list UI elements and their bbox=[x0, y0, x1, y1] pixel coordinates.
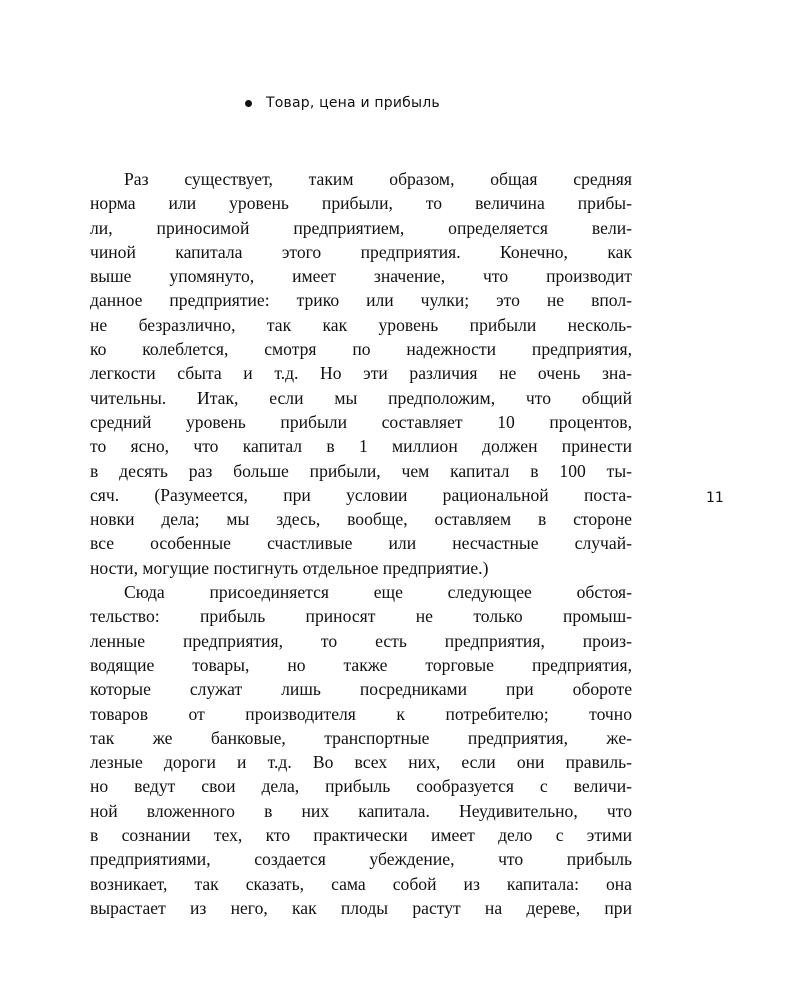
text-line: ко колеблется, смотря по надежности предприятия, bbox=[90, 339, 632, 360]
text-line: Раз существует, таким образом, общая средняя bbox=[124, 169, 632, 189]
text-line: лезные дороги и т.д. Во всех них, если они правиль- bbox=[90, 752, 632, 773]
text-line: так же банковые, транспортные предприятия, же- bbox=[90, 727, 632, 748]
text-line: товаров от производителя к потребителю; точно bbox=[90, 703, 632, 724]
text-line: ной вложенного в них капитала. Неудивительно, что bbox=[90, 800, 632, 821]
text-line: в десять раз больше прибыли, чем капитал в 100 ты- bbox=[90, 460, 632, 481]
text-line: легкости сбыта и т.д. Но эти различия не очень зна- bbox=[90, 363, 632, 384]
text-line: чиной капитала этого предприятия. Конечно, как bbox=[90, 241, 632, 262]
text-line: средний уровень прибыли составляет 10 процентов, bbox=[90, 411, 632, 432]
text-line: норма или уровень прибыли, то величина прибы- bbox=[90, 193, 632, 214]
text-line: Сюда присоединяется еще следующее обстоя- bbox=[124, 582, 632, 603]
text-line: новки дела; мы здесь, вообще, оставляем в стороне bbox=[90, 509, 632, 530]
text-line: вырастает из него, как плоды растут на дереве, при bbox=[90, 897, 632, 918]
text-line: которые служат лишь посредниками при обороте bbox=[90, 679, 632, 700]
body-text bbox=[90, 167, 632, 920]
text-line: возникает, так сказать, сама собой из капитала: она bbox=[90, 873, 632, 894]
text-line: водящие товары, но также торговые предприятия, bbox=[90, 654, 632, 675]
text-line: в сознании тех, кто практически имеет дело с этими bbox=[90, 825, 632, 846]
text-line: все особенные счастливые или несчастные случай- bbox=[90, 533, 632, 554]
text-line: но ведут свои дела, прибыль сообразуется с величи- bbox=[90, 776, 632, 797]
text-line: не безразлично, так как уровень прибыли несколь- bbox=[90, 314, 632, 335]
text-line: чительны. Итак, если мы предположим, что общий bbox=[90, 387, 632, 408]
running-head bbox=[245, 92, 440, 114]
text-line: выше упомянуто, имеет значение, что производит bbox=[90, 266, 632, 287]
text-line: сяч. (Разумеется, при условии рациональной поста- bbox=[90, 484, 632, 505]
text-line: тельство: прибыль приносят не только промыш- bbox=[90, 606, 632, 627]
text-line: ли, приносимой предприятием, определяется вели- bbox=[90, 217, 632, 238]
running-head-title: Товар, цена и прибыль bbox=[266, 95, 440, 111]
bullet-icon bbox=[245, 100, 252, 107]
text-line: то ясно, что капитал в 1 миллион должен принести bbox=[90, 436, 632, 457]
text-line: ности, могущие постигнуть отдельное предприятие.) bbox=[90, 557, 489, 578]
page-number: 11 bbox=[706, 490, 724, 506]
text-line: данное предприятие: трико или чулки; это не впол- bbox=[90, 290, 632, 311]
text-line: ленные предприятия, то есть предприятия, произ- bbox=[90, 630, 632, 651]
text-line: предприятиями, создается убеждение, что прибыль bbox=[90, 849, 632, 870]
